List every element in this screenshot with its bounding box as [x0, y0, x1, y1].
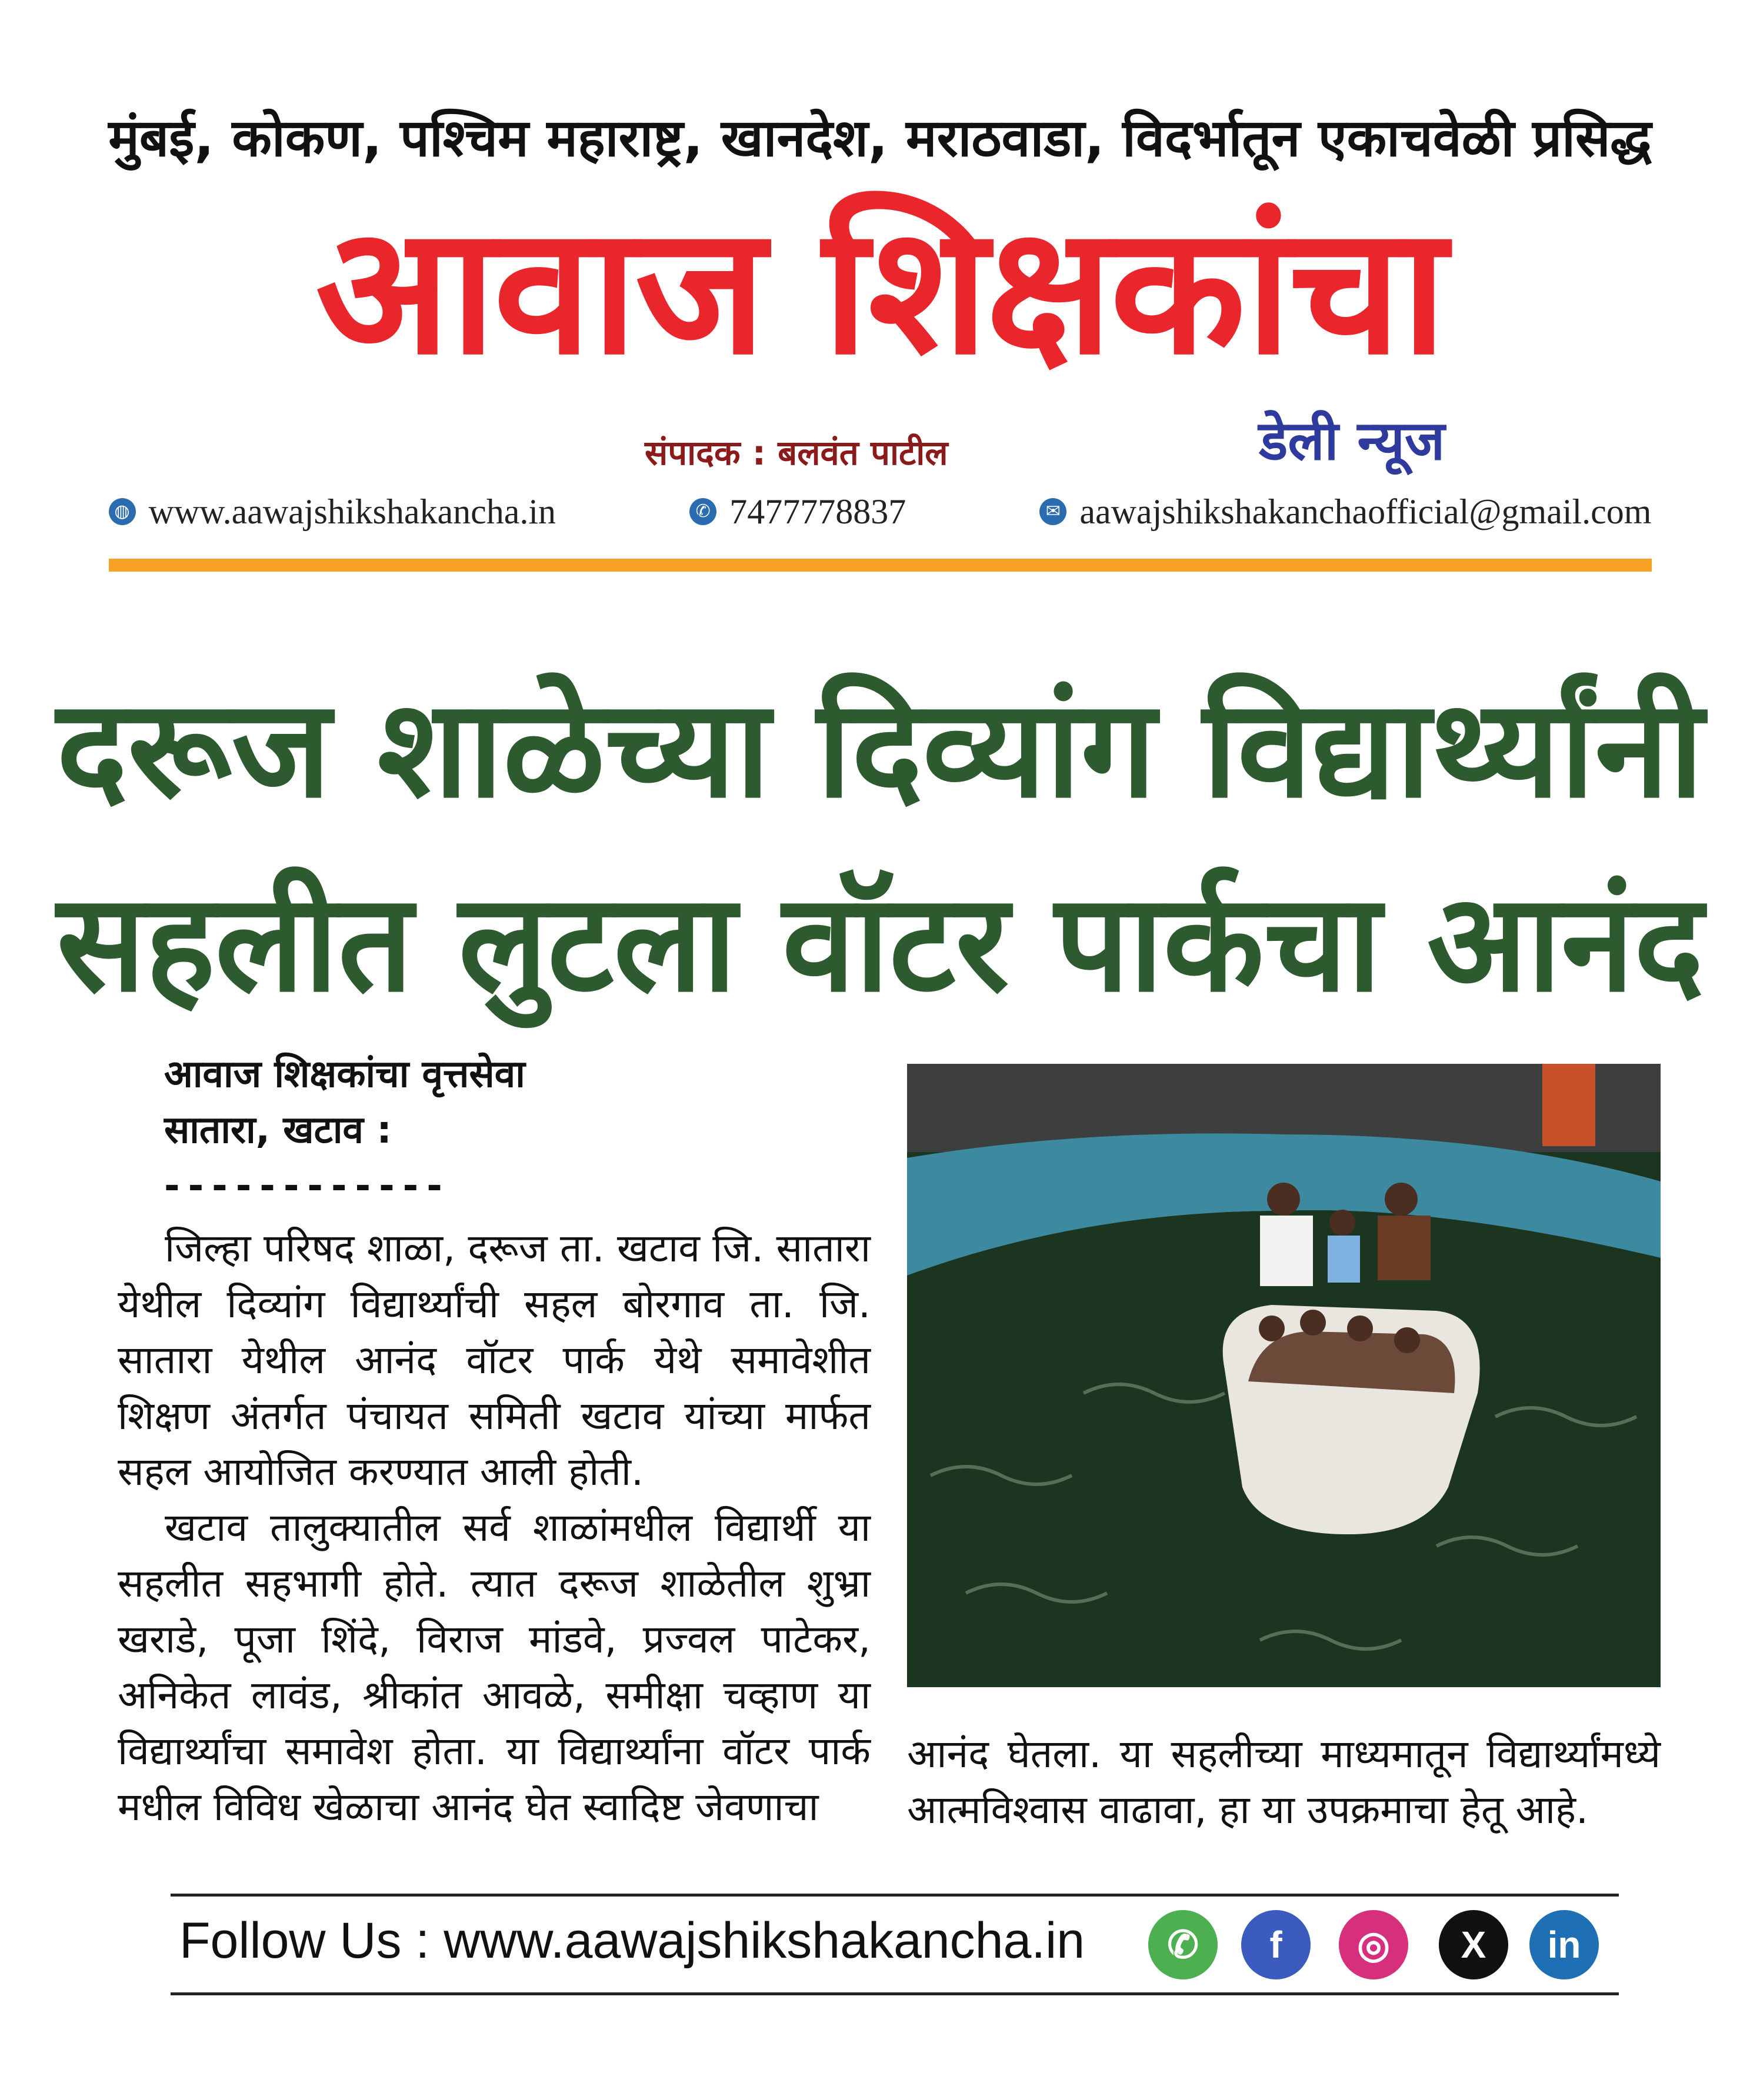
headline-line-1: दरूज शाळेच्या दिव्यांग विद्यार्थ्यांनी	[56, 671, 1704, 828]
mail-icon: ✉	[1039, 498, 1066, 525]
instagram-icon[interactable]: ◎	[1339, 1910, 1408, 1979]
masthead-logo: आवाज शिक्षकांचा	[315, 188, 1445, 393]
phone-icon: ✆	[689, 498, 716, 525]
follow-us-text[interactable]: Follow Us : www.aawajshikshakancha.in	[179, 1912, 1085, 1969]
email-contact[interactable]	[1039, 488, 1651, 535]
whatsapp-icon[interactable]: ✆	[1148, 1910, 1218, 1979]
edition-label: डेली न्यूज	[1259, 409, 1445, 472]
article-continuation: आनंद घेतला. या सहलीच्या माध्यमातून विद्यार्थ्यांमध्ये आत्मविश्वास वाढावा, हा या उपक्रमाचा हेतू आहे.	[907, 1731, 1661, 1832]
email-link[interactable]: aawajshikshakanchaofficial@gmail.com	[1079, 492, 1652, 531]
paragraph: जिल्हा परिषद शाळा, दरूज ता. खटाव जि. सातारा येथील दिव्यांग विद्यार्थ्यांची सहल बोरगाव ता. जि. सातारा येथील आनंद वॉटर पार्क येथे समावेशीत शिक्षण अंतर्गत पंचायत समिती खटाव यांच्या मार्फत सहल आयोजित करण्यात आली होती.	[118, 1226, 871, 1494]
linkedin-icon[interactable]: in	[1529, 1910, 1599, 1979]
masthead-block	[0, 100, 1760, 572]
byline	[118, 1047, 871, 1214]
paragraph: खटाव तालुक्यातील सर्व शाळांमधील विद्यार्थी या सहलीत सहभागी होते. त्यात दरूज शाळेतील शुभ्रा खराडे, पूजा शिंदे, विराज मांडवे, प्रज्वल पाटेकर, अनिकेत लावंड, श्रीकांत आवळे, समीक्षा चव्हाण या विद्यार्थ्यांचा समावेश होता. या विद्यार्थ्यांना वॉटर पार्क मधील विविध खेळाचा आनंद घेत स्वादिष्ट जेवणाचा	[118, 1505, 871, 1829]
byline-source: आवाज शिक्षकांचा वृत्तसेवा	[164, 1053, 525, 1096]
header-divider	[109, 559, 1652, 572]
headline-block	[0, 653, 1760, 1041]
article-body	[118, 1220, 871, 1835]
boat-photo-illustration	[907, 1064, 1661, 1687]
article-photo	[907, 1064, 1661, 1687]
article-left-column	[118, 1047, 871, 1835]
contact-bar	[109, 488, 1652, 535]
footer-top-rule	[171, 1894, 1619, 1897]
masthead-subrow	[0, 406, 1760, 482]
website-link[interactable]: www.aawajshikshakancha.in	[148, 492, 556, 531]
phone-contact[interactable]	[689, 488, 906, 535]
globe-icon: ◍	[109, 498, 136, 525]
phone-number[interactable]: 7477778837	[729, 492, 906, 531]
byline-rule: ------------	[164, 1164, 451, 1208]
tagline: मुंबई, कोकण, पश्चिम महाराष्ट्र, खानदेश, मराठवाडा, विदर्भातून एकाचवेळी प्रसिद्ध	[108, 108, 1652, 168]
editor-credit: संपादक : बलवंत पाटील	[645, 433, 948, 473]
headline-line-2: सहलीत लुटला वॉटर पार्कचा आनंद	[56, 865, 1704, 1022]
facebook-icon[interactable]: f	[1241, 1910, 1311, 1979]
x-twitter-icon[interactable]: X	[1439, 1910, 1508, 1979]
footer-bottom-rule	[171, 1992, 1619, 1995]
website-contact[interactable]	[109, 488, 556, 535]
byline-place: सातारा, खटाव :	[164, 1109, 392, 1152]
